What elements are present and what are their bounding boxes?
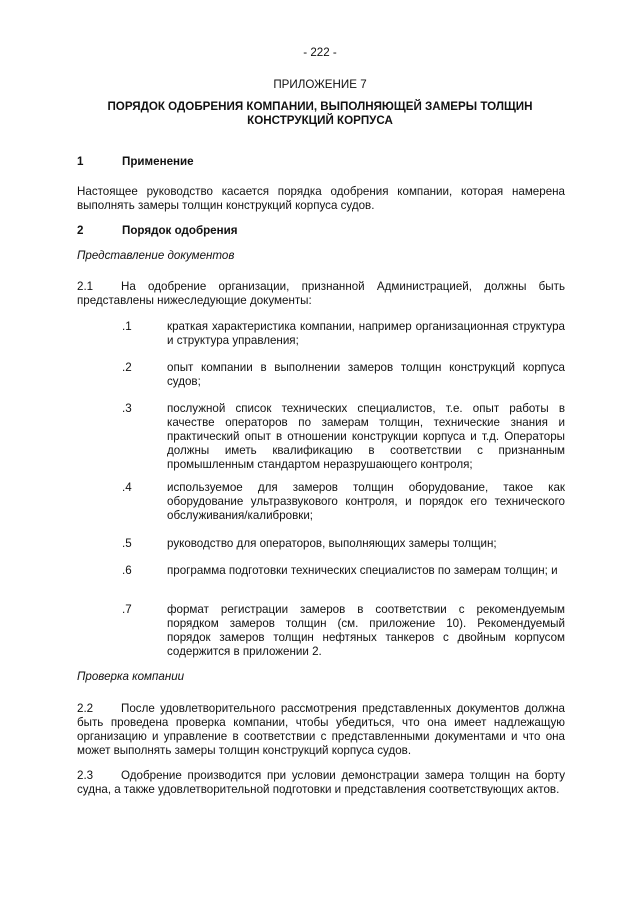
list-item-number: .6 (122, 564, 132, 577)
section-1-text: Настоящее руководство касается порядка одобрения компании, которая намерена выполнять замеры толщин конструкций корпуса судов. (77, 185, 565, 212)
list-item-text: послужной список технических специалистов, т.е. опыт работы в качестве операторов по замерам толщин, технические знания и практический опыт в отношении конструкции корпуса и т.д. Операторы должны иметь квалификацию в соответствии с признанным промышленным стандартом неразрушающего контроля; (167, 402, 565, 471)
paragraph-2-1 (77, 280, 565, 308)
list-item-text: формат регистрации замеров в соответствии с рекомендуемым порядком замеров толщин (см. приложение 10). Рекомендуемый порядок замеров толщин нефтяных танкеров с двойным корпусом содержится в приложении 2. (167, 603, 565, 658)
appendix-label: ПРИЛОЖЕНИЕ 7 (273, 78, 367, 91)
list-item-number: .2 (122, 361, 132, 374)
paragraph-2-3-text: Одобрение производится при условии демонстрации замера толщин на борту судна, а также удовлетворительной подготовки и представления соответствующих актов. (77, 769, 565, 796)
list-item-text: программа подготовки технических специалистов по замерам толщин; и (167, 564, 558, 577)
section-2-title: Порядок одобрения (122, 224, 238, 237)
section-1-title: Применение (122, 155, 194, 168)
page-number: - 222 - (303, 46, 337, 59)
paragraph-2-3-number: 2.3 (77, 769, 94, 782)
paragraph-2-2 (77, 702, 565, 758)
list-item-number: .3 (122, 402, 132, 415)
paragraph-2-2-text: После удовлетворительного рассмотрения представленных документов должна быть проведена проверка компании, чтобы убедиться, что она имеет надлежащую организацию и управление в соответствии с представленными документами и что она может выполнять замеры толщин конструкций корпуса судов. (77, 702, 565, 757)
list-item-text: используемое для замеров толщин оборудование, такое как оборудование ультразвукового контроля, и порядок его технического обслуживания/калибровки; (167, 481, 565, 522)
list-item-text: руководство для операторов, выполняющих замеры толщин; (167, 537, 497, 550)
list-item-number: .1 (122, 320, 132, 333)
document-title-line-1: ПОРЯДОК ОДОБРЕНИЯ КОМПАНИИ, ВЫПОЛНЯЮЩЕЙ ЗАМЕРЫ ТОЛЩИН (107, 100, 533, 113)
list-item-number: .7 (122, 603, 132, 616)
document-title-line-2: КОНСТРУКЦИЙ КОРПУСА (247, 114, 393, 127)
section-1-number: 1 (77, 155, 84, 168)
list-item-text: опыт компании в выполнении замеров толщин конструкций корпуса судов; (167, 361, 565, 388)
paragraph-2-1-text: На одобрение организации, признанной Администрацией, должны быть представлены нижеследующие документы: (77, 280, 565, 307)
subhead-verification: Проверка компании (77, 670, 185, 683)
paragraph-2-1-number: 2.1 (77, 280, 94, 293)
paragraph-2-3 (77, 769, 565, 797)
paragraph-2-2-number: 2.2 (77, 702, 94, 715)
list-item-number: .5 (122, 537, 132, 550)
list-item-number: .4 (122, 481, 132, 494)
section-2-number: 2 (77, 224, 84, 237)
subhead-documents: Представление документов (77, 249, 235, 262)
list-item-text: краткая характеристика компании, например организационная структура и структура управления; (167, 320, 565, 347)
